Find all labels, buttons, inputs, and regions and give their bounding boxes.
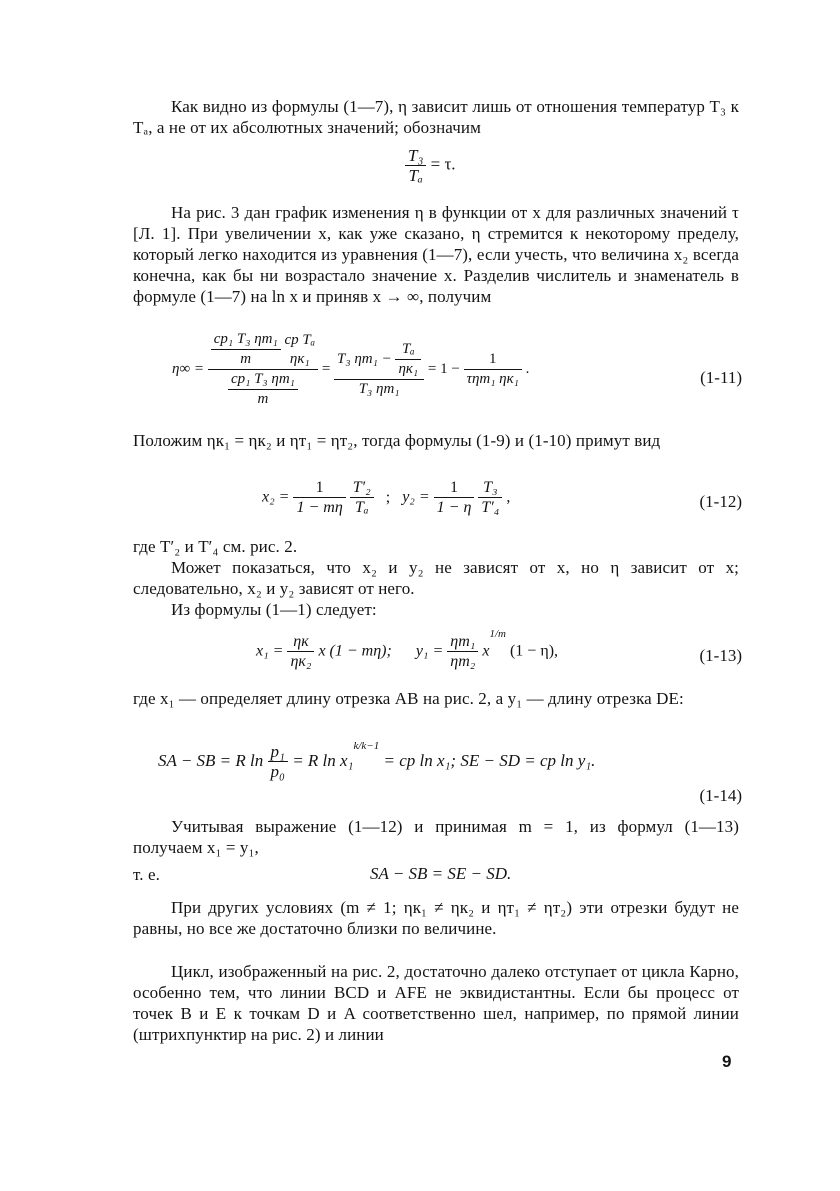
eq12-x-fraction (293, 478, 345, 517)
eq13-y-num: ηт₁ (447, 632, 478, 652)
eq14-tail: = cp ln x₁; SE − SD = cp ln y₁. (383, 751, 596, 771)
eq14-num: p₁ (268, 742, 288, 762)
eq11-den-top: cp₁ T₃ ηт₁ (228, 370, 298, 390)
eq12-x-num: 1 (293, 478, 345, 498)
eq13-y-lhs: y₁ = (415, 642, 444, 660)
eq11-mid-denominator: T₃ ηт₁ (358, 381, 400, 397)
tau-denominator: Tₐ (408, 166, 423, 185)
eq12-y-tail-num: T₃ (478, 478, 502, 498)
eq11-den-inner (228, 370, 298, 409)
eq11-equals: = (321, 361, 331, 377)
eq13-y-end: (1 − η), (509, 642, 559, 660)
paragraph-2: На рис. 3 дан график изменения η в функции от x для различных значений τ [Л. 1]. При увеличении x, как уже сказано, η стремится к некоторому пределу, который легко находится из уравнения (1—7), если учесть, что величина x₂ всегда конечна, как бы ни возрастало значение x. Разделив числитель и знаменатель в формуле (1—7) на ln x и приняв x → ∞, получим (133, 203, 739, 306)
paragraph-10: При других условиях (m ≠ 1; ηк₁ ≠ ηк₂ и ηт₁ ≠ ηт₂) эти отрезки будут не равны, но все же достаточно близки по величине. (133, 898, 739, 938)
eq11-mid-numerator (334, 340, 424, 380)
eq11-num-bot: m (240, 351, 252, 367)
eq11-big-fraction (208, 330, 318, 409)
eq12-x-tail-num: T′₂ (350, 478, 374, 498)
eq12-separator: ; (385, 488, 391, 506)
eq14-lhs: SA − SB = R ln (158, 751, 264, 771)
eq13-y-exponent: 1/m (489, 628, 506, 640)
eq11-mid-num-b: Tₐ (395, 340, 421, 360)
eq12-x-tail-den: Tₐ (354, 499, 369, 516)
eq11-num-tail-top: cp Tₐ (284, 331, 316, 348)
eq11-end: . (525, 361, 530, 377)
equation-1-13-label: (1-13) (699, 646, 742, 665)
equation-1-13 (256, 628, 558, 671)
eq14-mid: = R ln x₁ (292, 751, 354, 771)
equation-1-11 (172, 330, 529, 409)
eq12-y-lhs: y₂ = (402, 488, 430, 506)
eq13-x-den: ηк₂ (290, 652, 312, 670)
equation-1-12-label: (1-12) (699, 492, 742, 511)
paragraph-11: Цикл, изображенный на рис. 2, достаточно далеко отступает от цикла Карно, особенно тем, что линии BCD и AFE не эквидистантны. Если бы процесс от точек B и E к точкам D и A соответственно шел, например, по прямой линии (штрихпунктир на рис. 2) и линии (133, 962, 739, 1044)
eq11-big-denominator (208, 370, 318, 409)
eq13-x-lhs: x₁ = (256, 642, 284, 660)
eq14-den: p₀ (270, 761, 285, 781)
paragraph-3: Положим ηк₁ = ηк₂ и ηт₁ = ηт₂, тогда формулы (1-9) и (1-10) примут вид (133, 431, 661, 450)
tau-rhs: = τ. (430, 154, 456, 174)
page-number: 9 (722, 1052, 732, 1071)
eq13-x-fraction (287, 632, 314, 671)
eq11-num-tail-bot: ηк₁ (289, 350, 310, 367)
eq12-y-tail (478, 478, 502, 517)
eq11-num-top: cp₁ T₃ ηт₁ (211, 330, 281, 350)
equation-1-11-label: (1-11) (700, 368, 742, 387)
equation-s: SA − SB = SE − SD. (370, 864, 512, 883)
eq11-mid-num-frac (395, 340, 421, 379)
eq14-exponent: k/k−1 (353, 740, 380, 752)
eq11-right: = 1 − (427, 361, 460, 377)
eq11-den-bot: m (257, 391, 269, 407)
paragraph-7: где x₁ — определяет длину отрезка AB на рис. 2, а y₁ — длину отрезка DE: (133, 689, 684, 708)
tau-fraction (405, 146, 426, 185)
eq13-x-tail: x (1 − mη); (318, 642, 392, 660)
eq11-mid-fraction (334, 340, 424, 399)
eq11-right-den: τηт₁ ηк₁ (466, 371, 519, 387)
eq12-y-num: 1 (434, 478, 475, 498)
eq12-end: , (506, 488, 511, 506)
eq11-num-inner (211, 330, 281, 369)
eq11-mid-num-c: ηк₁ (398, 361, 419, 377)
eq12-y-tail-den: T′₄ (481, 499, 500, 516)
paragraph-4: где T′₂ и T′₄ см. рис. 2. (133, 537, 298, 556)
eq13-y-den: ηт₂ (450, 652, 476, 670)
eq11-mid-num-a: T₃ ηт₁ − (337, 350, 392, 367)
equation-1-14 (158, 740, 595, 781)
eq11-right-fraction (464, 350, 522, 389)
tau-numerator: T₃ (405, 146, 426, 166)
eq12-x-lhs: x₂ = (262, 488, 290, 506)
equation-tau (405, 146, 456, 185)
eq11-big-numerator (208, 330, 318, 370)
eq12-y-den: 1 − η (436, 499, 472, 516)
equation-1-14-label: (1-14) (699, 786, 742, 805)
eq11-lhs: η∞ = (172, 361, 205, 377)
paragraph-8: Учитывая выражение (1—12) и принимая m = 1, из формул (1—13) получаем x₁ = y₁, (133, 817, 739, 857)
eq13-y-tail: x (482, 642, 490, 660)
eq12-x-den: 1 − mη (296, 499, 343, 516)
eq11-right-num: 1 (464, 350, 522, 370)
eq12-x-tail (350, 478, 374, 517)
eq12-y-fraction (434, 478, 475, 517)
eq13-x-num: ηк (287, 632, 314, 652)
paragraph-9-lead: т. е. (133, 865, 160, 884)
paragraph-1: Как видно из формулы (1—7), η зависит лишь от отношения температур T₃ к Tₐ, а не от их абсолютных значений; обозначим (133, 97, 739, 137)
eq11-num-tail (284, 331, 315, 369)
paragraph-5: Может показаться, что x₂ и y₂ не зависят от x, но η зависит от x; следовательно, x₂ и y₂ зависят от него. (133, 558, 739, 598)
eq14-fraction (268, 742, 288, 781)
equation-1-12 (262, 478, 510, 517)
eq13-y-fraction (447, 632, 478, 671)
paragraph-6: Из формулы (1—1) следует: (171, 600, 377, 619)
